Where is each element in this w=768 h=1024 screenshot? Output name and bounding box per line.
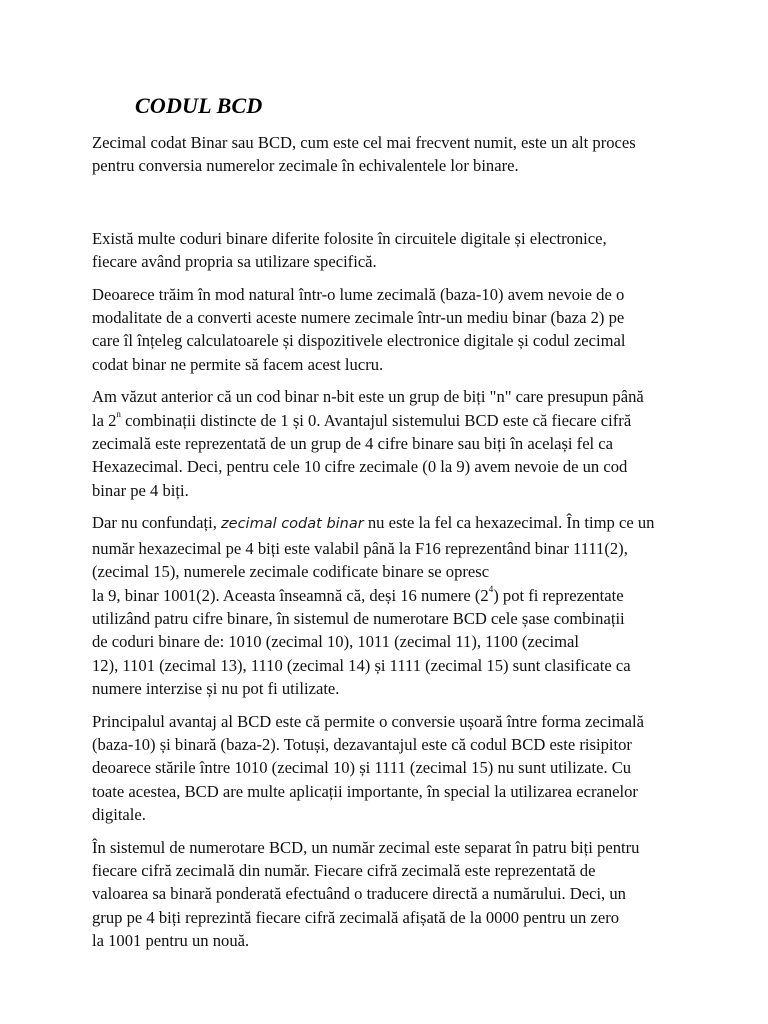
paragraph-decimal-world bbox=[92, 283, 692, 377]
text-run: combinații distincte de 1 și 0. Avantajul sistemului BCD este că fiecare cifră bbox=[120, 410, 632, 430]
page-title: CODUL BCD bbox=[135, 93, 263, 118]
text-line: binar pe 4 biți. bbox=[92, 480, 189, 500]
text-line: pentru conversia numerelor zecimale în echivalentele lor binare. bbox=[92, 156, 519, 176]
superscript: n bbox=[116, 409, 121, 420]
text-line bbox=[92, 409, 692, 432]
text-run: Dar nu confundați, bbox=[92, 513, 222, 533]
paragraph-bcd-system bbox=[92, 836, 692, 953]
text-line: numere interzise și nu pot fi utilizate. bbox=[92, 679, 340, 699]
text-run: ) pot fi reprezentate bbox=[493, 585, 624, 605]
paragraph-advantages bbox=[92, 710, 692, 827]
text-line: fiecare având propria sa utilizare specifică. bbox=[92, 252, 377, 272]
text-line: de coduri binare de: 1010 (zecimal 10), 1011 (zecimal 11), 1100 (zecimal bbox=[92, 632, 580, 652]
text-line: grup pe 4 biți reprezintă fiecare cifră zecimală afișată de la 0000 pentru un zero bbox=[92, 907, 620, 927]
paragraph-intro bbox=[92, 131, 692, 178]
text-run: nu este la fel ca hexazecimal. În timp ce un bbox=[363, 513, 655, 533]
text-line: valoarea sa binară ponderată efectuând o traducere directă a numărului. Deci, un bbox=[92, 884, 626, 904]
text-line: Zecimal codat Binar sau BCD, cum este cel mai frecvent numit, este un alt proces bbox=[92, 133, 636, 152]
text-line: Există multe coduri binare diferite folosite în circuitele digitale și electronice, bbox=[92, 228, 607, 248]
text-line: Hexazecimal. Deci, pentru cele 10 cifre zecimale (0 la 9) avem nevoie de un cod bbox=[92, 457, 628, 477]
document-body bbox=[92, 131, 692, 962]
text-line: toate acestea, BCD are multe aplicații importante, în special la utilizarea ecranelor bbox=[92, 781, 638, 801]
text-line: codat binar ne permite să facem acest lucru. bbox=[92, 354, 384, 374]
text-line bbox=[92, 511, 692, 536]
paragraph-binary-codes bbox=[92, 227, 692, 274]
text-line: digitale. bbox=[92, 805, 146, 825]
italic-term: zecimal codat binar bbox=[221, 516, 364, 533]
text-line bbox=[92, 584, 692, 607]
text-line: număr hexazecimal pe 4 biți este valabil până la F16 reprezentând binar 1111(2), bbox=[92, 538, 628, 558]
paragraph-n-bit bbox=[92, 385, 692, 502]
text-line: Principalul avantaj al BCD este că permite o conversie ușoară între forma zecimală bbox=[92, 711, 644, 731]
text-line: Deoarece trăim în mod natural într-o lume zecimală (baza-10) avem nevoie de o bbox=[92, 284, 625, 304]
text-line: utilizând patru cifre binare, în sistemul de numerotare BCD cele șase combinații bbox=[92, 608, 625, 628]
superscript: 4 bbox=[488, 583, 494, 594]
text-line: (baza-10) și binară (baza-2). Totuși, dezavantajul este că codul BCD este risipitor bbox=[92, 734, 632, 754]
text-run: la 2 bbox=[92, 410, 117, 430]
text-line: zecimală este reprezentată de un grup de 4 cifre binare sau biți în același fel ca bbox=[92, 434, 614, 454]
text-line: (zecimal 15), numerele zecimale codificate binare se opresc bbox=[92, 562, 490, 582]
text-line: modalitate de a converti aceste numere zecimale într-un mediu binar (baza 2) pe bbox=[92, 308, 625, 328]
text-line: În sistemul de numerotare BCD, un număr zecimal este separat în patru biți pentru bbox=[92, 837, 640, 857]
text-line: fiecare cifră zecimală din număr. Fiecare cifră zecimală este reprezentată de bbox=[92, 860, 596, 880]
text-run: la 9, binar 1001(2). Aceasta înseamnă că, deși 16 numere (2 bbox=[92, 585, 489, 605]
paragraph-hex-comparison bbox=[92, 511, 692, 700]
text-line: 12), 1101 (zecimal 13), 1110 (zecimal 14) și 1111 (zecimal 15) sunt clasificate ca bbox=[92, 655, 631, 675]
text-line: Am văzut anterior că un cod binar n-bit este un grup de biți "n" care presupun până bbox=[92, 387, 644, 407]
text-line: care îl înțeleg calculatoarele și dispozitivele electronice digitale și codul zecimal bbox=[92, 331, 626, 351]
text-line: la 1001 pentru un nouă. bbox=[92, 931, 250, 951]
text-line: deoarece stările între 1010 (zecimal 10) și 1111 (zecimal 15) nu sunt utilizate. Cu bbox=[92, 758, 632, 778]
